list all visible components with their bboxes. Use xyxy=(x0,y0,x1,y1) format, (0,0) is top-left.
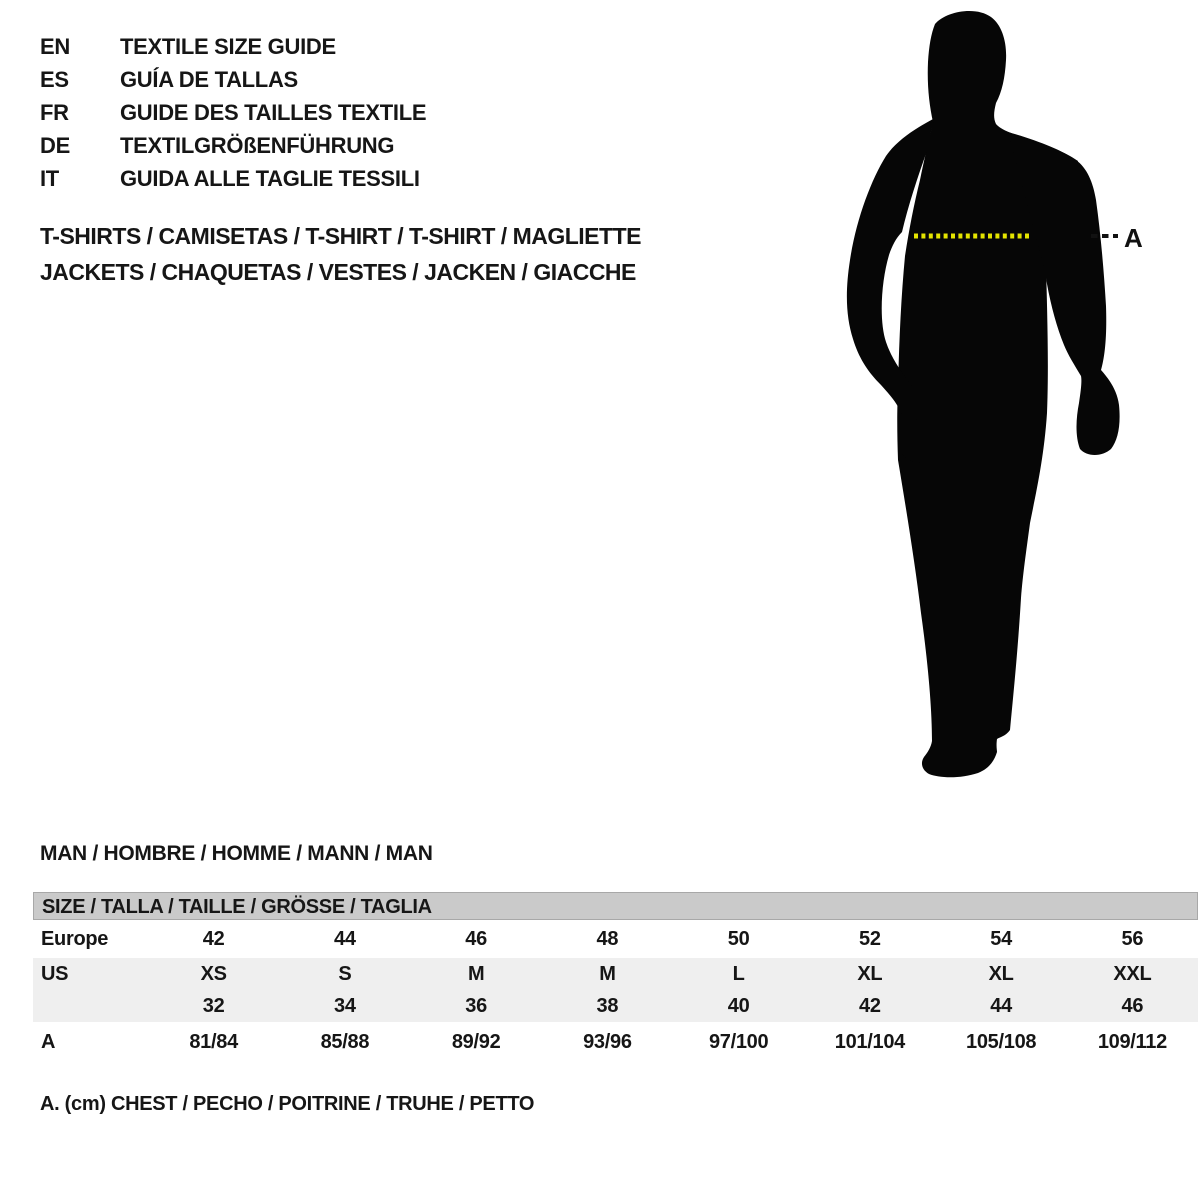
size-value: L xyxy=(732,962,745,985)
table-row-chest-cm xyxy=(33,1022,1198,1062)
size-value: 56 xyxy=(1121,927,1144,950)
size-value: 44 xyxy=(990,994,1012,1017)
size-value: XL xyxy=(857,962,883,985)
size-value: 46 xyxy=(465,927,487,950)
size-value: 32 xyxy=(202,994,225,1017)
size-value: 93/96 xyxy=(583,1030,632,1053)
size-value: 52 xyxy=(859,927,881,950)
size-table-header: SIZE / TALLA / TAILLE / GRÖSSE / TAGLIA xyxy=(33,892,1198,920)
language-row-de xyxy=(40,129,426,162)
size-value: 42 xyxy=(202,927,225,950)
size-value: 48 xyxy=(596,927,619,950)
size-value: 101/104 xyxy=(834,1030,905,1053)
size-value: XS xyxy=(200,962,227,985)
size-value: 40 xyxy=(727,994,750,1017)
size-value: 42 xyxy=(859,994,881,1017)
size-value: 54 xyxy=(990,927,1012,950)
language-title: GUIDE DES TAILLES TEXTILE xyxy=(120,100,427,125)
language-title: TEXTILE SIZE GUIDE xyxy=(120,34,336,59)
table-row-numeric xyxy=(33,990,1198,1022)
measure-label-a: A xyxy=(1124,223,1143,253)
row-label: US xyxy=(41,962,69,985)
language-title: GUIDA ALLE TAGLIE TESSILI xyxy=(120,166,420,191)
language-title: GUÍA DE TALLAS xyxy=(120,67,298,92)
language-row-fr xyxy=(40,96,426,129)
category-tshirts: T-SHIRTS / CAMISETAS / T-SHIRT / T-SHIRT / MAGLIETTE xyxy=(40,223,641,249)
row-label: A xyxy=(41,1030,56,1053)
measurement-footnote: A. (cm) CHEST / PECHO / POITRINE / TRUHE / PETTO xyxy=(40,1093,535,1115)
size-value: XXL xyxy=(1113,962,1152,985)
size-value: 46 xyxy=(1121,994,1144,1017)
size-value: XL xyxy=(988,962,1014,985)
size-value: M xyxy=(599,962,616,985)
size-value: S xyxy=(338,962,352,985)
language-code: ES xyxy=(40,67,69,92)
size-value: 85/88 xyxy=(320,1030,370,1053)
language-code: IT xyxy=(40,166,59,191)
language-list xyxy=(40,30,426,195)
language-code: DE xyxy=(40,133,70,158)
language-title: TEXTILGRÖßENFÜHRUNG xyxy=(120,133,395,158)
size-value: 105/108 xyxy=(966,1030,1037,1053)
size-value: 81/84 xyxy=(189,1030,238,1053)
language-row-it xyxy=(40,162,426,195)
man-silhouette-figure xyxy=(840,8,1160,780)
language-row-en xyxy=(40,30,426,63)
category-jackets: JACKETS / CHAQUETAS / VESTES / JACKEN / GIACCHE xyxy=(40,259,636,285)
size-value: 89/92 xyxy=(451,1030,501,1053)
size-value: 36 xyxy=(465,994,487,1017)
category-lines xyxy=(40,218,641,290)
gender-heading: MAN / HOMBRE / HOMME / MANN / MAN xyxy=(40,842,433,865)
size-value: 44 xyxy=(334,927,356,950)
language-code: EN xyxy=(40,34,70,59)
size-value: 109/112 xyxy=(1097,1030,1167,1053)
size-value: 34 xyxy=(334,994,356,1017)
size-value: M xyxy=(467,962,485,985)
size-value: 50 xyxy=(727,927,750,950)
table-row-us xyxy=(33,958,1198,990)
size-table xyxy=(33,892,1198,1062)
language-row-es xyxy=(40,63,426,96)
row-label: Europe xyxy=(41,927,109,950)
table-row-europe xyxy=(33,920,1198,958)
size-value: 38 xyxy=(596,994,619,1017)
size-value: 97/100 xyxy=(708,1030,769,1053)
language-code: FR xyxy=(40,100,69,125)
